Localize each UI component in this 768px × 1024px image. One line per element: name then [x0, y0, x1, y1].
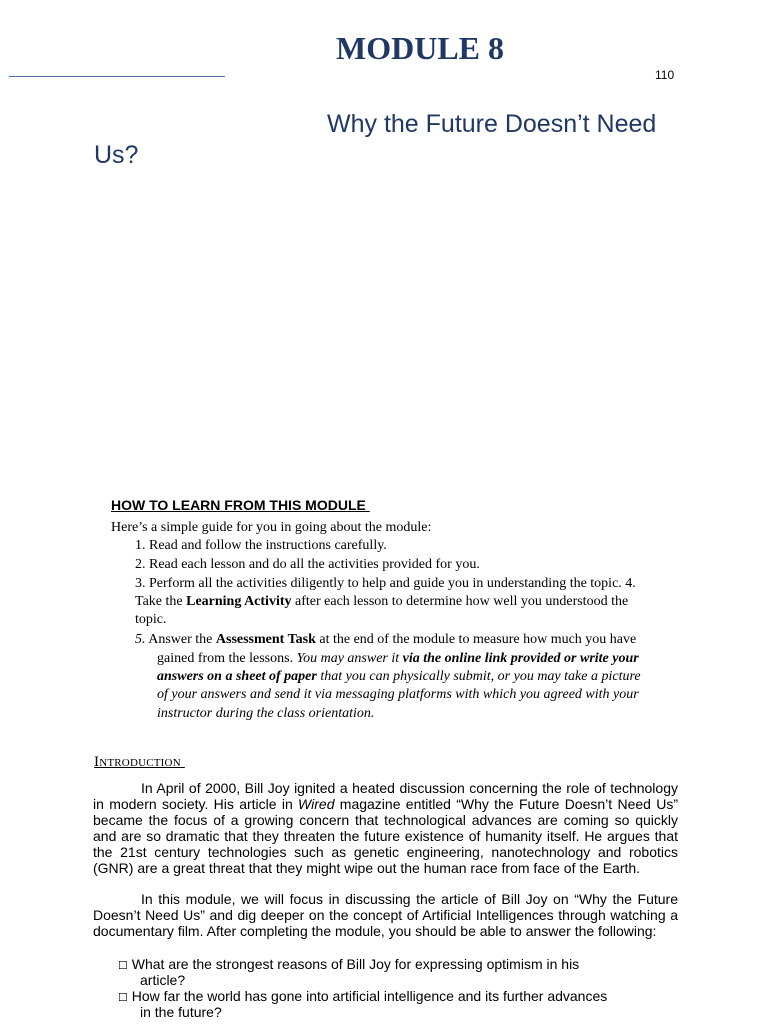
step4-suffix: after each lesson to determine how well you understood the	[291, 594, 629, 609]
question-2-text: How far the world has gone into artificial intelligence and its further advances	[131, 988, 608, 1004]
assessment-task-term: Assessment Task	[215, 632, 316, 647]
wired-title: Wired	[298, 796, 335, 812]
guide-step-5-line-2	[157, 650, 639, 668]
header-rule	[9, 76, 225, 77]
learning-activity-term: Learning Activity	[186, 594, 292, 609]
module-title: MODULE 8	[336, 30, 504, 66]
checkbox-icon: ☐	[118, 991, 128, 1004]
guide-step-2: 2. Read each lesson and do all the activities provided for you.	[135, 557, 480, 572]
step5-line3-bolditalic: answers on a sheet of paper	[157, 669, 317, 684]
intro-p1-before: In April of 2000, Bill Joy ignited a heated discussion concerning the role of technology in modern society. His article in	[93, 780, 678, 812]
introduction-paragraph-1	[93, 780, 678, 876]
step5-line5-italic: instructor during the class orientation.	[157, 706, 375, 721]
question-item-2-continued: in the future?	[140, 1004, 222, 1020]
step5-prefix: Answer the	[145, 632, 216, 647]
introduction-heading: Introduction	[94, 754, 185, 770]
step4-prefix: Take the	[135, 594, 187, 609]
guide-step-1: 1. Read and follow the instructions carefully.	[135, 538, 387, 553]
guide-step-5-line-3	[157, 668, 641, 686]
checkbox-icon: ☐	[118, 959, 128, 972]
page-number: 110	[655, 68, 675, 82]
guide-step-5-line-5	[157, 705, 374, 723]
guide-step-4-continued: topic.	[135, 612, 167, 627]
introduction-paragraph-2: In this module, we will focus in discussing the article of Bill Joy on “Why the Future Doesn’t Need Us” and dig deeper on the concept of Artificial Intelligences through watching a documentary film. After completing the module, you should be able to answer the following:	[93, 891, 678, 939]
question-1-text: What are the strongest reasons of Bill Joy for expressing optimism in his	[131, 956, 580, 972]
question-item-1-continued: article?	[140, 972, 186, 988]
step5-line2-italic: You may answer it	[296, 651, 403, 666]
guide-intro: Here’s a simple guide for you in going about the module:	[111, 520, 432, 535]
step5-line3-italic: that you can physically submit, or you may take a picture	[316, 669, 641, 684]
step5-number: 5.	[135, 632, 146, 647]
guide-step-5	[135, 631, 636, 649]
module-subtitle-continued: Us?	[94, 141, 139, 169]
how-to-learn-heading: HOW TO LEARN FROM THIS MODULE	[111, 497, 370, 513]
guide-step-5-line-4	[157, 686, 639, 704]
guide-step-4	[135, 593, 628, 611]
guide-step-3: 3. Perform all the activities diligently to help and guide you in understanding the topic. 4.	[135, 576, 636, 591]
step5-suffix: at the end of the module to measure how much you have	[315, 632, 637, 647]
module-subtitle: Why the Future Doesn’t Need	[327, 110, 657, 138]
intro-p1-after: magazine entitled “Why the Future Doesn’t Need Us” became the focus of a growing concern that technological advances are coming so quickly and are so dramatic that they threaten the future existence of humanity itself. He argues that the 21st century technologies such as genetic engineering, nanotechnology and robotics (GNR) are a great threat that they might wipe out the human race from face of the Earth.	[93, 796, 679, 876]
step5-line2-plain: gained from the lessons.	[157, 651, 297, 666]
step5-line2-bolditalic: via the online link provided or write your	[402, 651, 639, 666]
question-item-1	[118, 956, 579, 974]
step5-line4-italic: of your answers and send it via messaging platforms with which you agreed with your	[157, 687, 639, 702]
